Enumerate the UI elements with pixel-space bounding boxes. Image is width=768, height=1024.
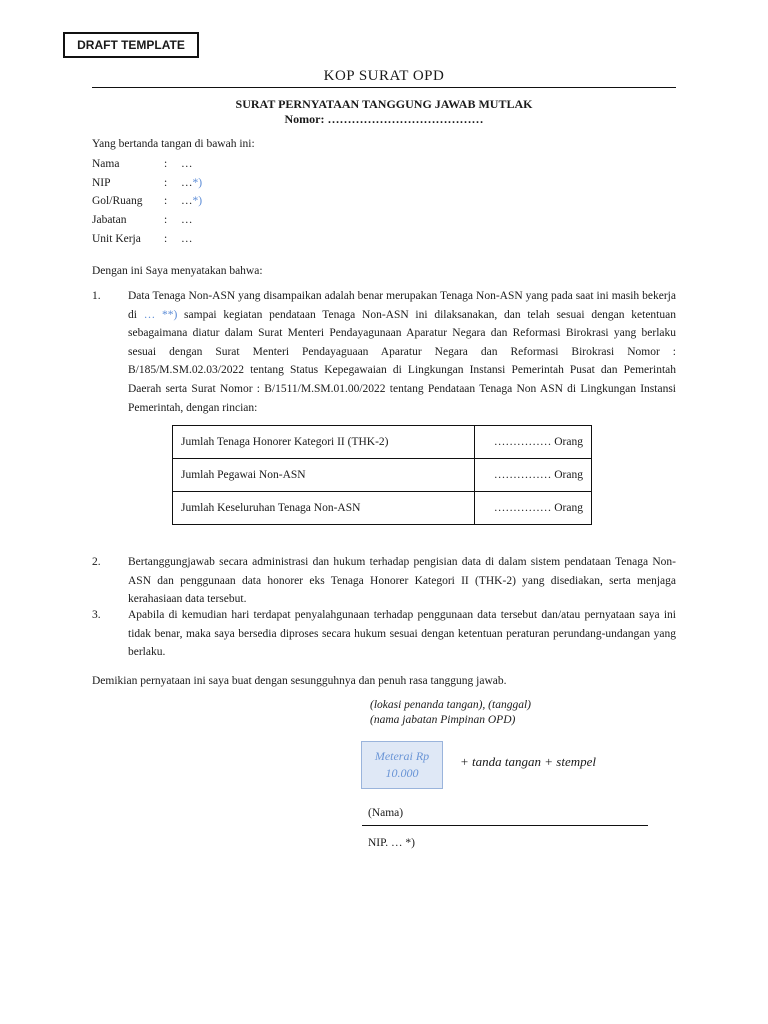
signature-line (362, 825, 648, 826)
identity-colon: : (164, 195, 168, 208)
table-value: …………… Orang (475, 426, 592, 459)
item-body (128, 287, 676, 417)
identity-label: Gol/Ruang (92, 195, 143, 208)
statement-item-1 (92, 287, 676, 417)
data-summary-table (172, 425, 592, 525)
identity-footnote-mark: *) (192, 176, 203, 189)
table-label: Jumlah Tenaga Honorer Kategori II (THK-2) (173, 426, 475, 459)
signatory-name: (Nama) (368, 807, 404, 819)
identity-footnote-mark: *) (192, 195, 203, 208)
item-number: 3. (92, 609, 101, 621)
identity-value: … (181, 158, 193, 171)
signature-position: (nama jabatan Pimpinan OPD) (370, 714, 516, 726)
revenue-stamp (361, 741, 443, 789)
identity-value: … (181, 176, 193, 189)
identity-row-gol-ruang (92, 192, 202, 211)
identity-row-unit-kerja (92, 229, 202, 248)
letterhead-title: KOP SURAT OPD (323, 68, 445, 84)
signature-location-date: (lokasi penanda tangan), (tanggal) (370, 699, 531, 711)
intro-text: Yang bertanda tangan di bawah ini: (92, 138, 255, 150)
identity-value: … (181, 195, 193, 208)
draft-template-label: DRAFT TEMPLATE (63, 32, 199, 58)
identity-label: Jabatan (92, 214, 127, 227)
signatory-nip: NIP. … *) (368, 837, 415, 849)
statement-intro: Dengan ini Saya menyatakan bahwa: (92, 265, 263, 277)
stamp-amount: 10.000 (385, 766, 419, 780)
closing-text: Demikian pernyataan ini saya buat dengan sesungguhnya dan penuh rasa tanggung jawab. (92, 675, 507, 687)
letterhead-divider (92, 87, 676, 88)
item-text-part2: sampai kegiatan pendataan Tenaga Non-ASN ini dilaksanakan, dan telah sesuai dengan ketentuan sebagaimana diatur dalam Surat Menteri Pendayagunaan Aparatur Negara dan Reformasi Birokrasi yang berlaku sesuai dengan Surat Menteri Pendayaguaan Aparatur Negara dan Reformasi Birokrasi Nomor : B/185/M.SM.02.03/2022 tentang Status Kepegawaian di Lingkungan Instansi Pemerintah Pusat dan Pemerintah Daerah serta Surat Nomor : B/1511/M.SM.01.00/2022 tentang Pendataan Tenaga Non ASN di Lingkungan Instansi Pemerintah, dengan rincian: (128, 308, 676, 414)
table-value: …………… Orang (475, 459, 592, 492)
item-number: 2. (92, 556, 101, 568)
identity-label: Nama (92, 158, 120, 171)
identity-row-nip (92, 174, 202, 193)
item-footnote-mark: … **) (143, 308, 178, 321)
identity-label: Unit Kerja (92, 232, 141, 245)
identity-colon: : (164, 158, 168, 171)
stamp-label: Meterai Rp (374, 749, 430, 763)
signature-instruction: + tanda tangan + stempel (460, 754, 596, 769)
identity-colon: : (164, 232, 168, 245)
table-label: Jumlah Keseluruhan Tenaga Non-ASN (173, 492, 475, 525)
identity-colon: : (164, 214, 168, 227)
table-value: …………… Orang (475, 492, 592, 525)
identity-value: … (181, 214, 193, 227)
statement-item-3 (92, 606, 676, 662)
identity-value: … (181, 232, 193, 245)
table-row (173, 459, 592, 492)
item-body: Bertanggungjawab secara administrasi dan hukum terhadap pengisian data di dalam sistem pendataan Tenaga Non-ASN dan penggunaan data honorer eks Tenaga Honorer Kategori II (THK-2) yang disediakan, serta menjaga kerahasiaan data tersebut. (128, 556, 676, 606)
table-label: Jumlah Pegawai Non-ASN (173, 459, 475, 492)
item-text-part1: Data Tenaga Non-ASN yang disampaikan adalah benar merupakan Tenaga Non-ASN yang pada saat ini masih bekerja di (128, 290, 676, 321)
item-number: 1. (92, 290, 101, 302)
identity-label: NIP (92, 176, 111, 189)
document-title: SURAT PERNYATAAN TANGGUNG JAWAB MUTLAK (235, 97, 533, 111)
table-row (173, 426, 592, 459)
table-row (173, 492, 592, 525)
item-body: Apabila di kemudian hari terdapat penyalahgunaan terhadap penggunaan data tersebut dan/atau pernyataan saya ini tidak benar, maka saya bersedia diproses secara hukum sesuai dengan ketentuan peraturan perundang-undangan yang berlaku. (128, 609, 676, 659)
document-number: Nomor: ………………………………… (284, 112, 484, 126)
identity-row-jabatan (92, 211, 202, 230)
identity-colon: : (164, 176, 168, 189)
identity-row-nama (92, 155, 202, 174)
statement-item-2 (92, 553, 676, 609)
identity-block (92, 155, 202, 248)
